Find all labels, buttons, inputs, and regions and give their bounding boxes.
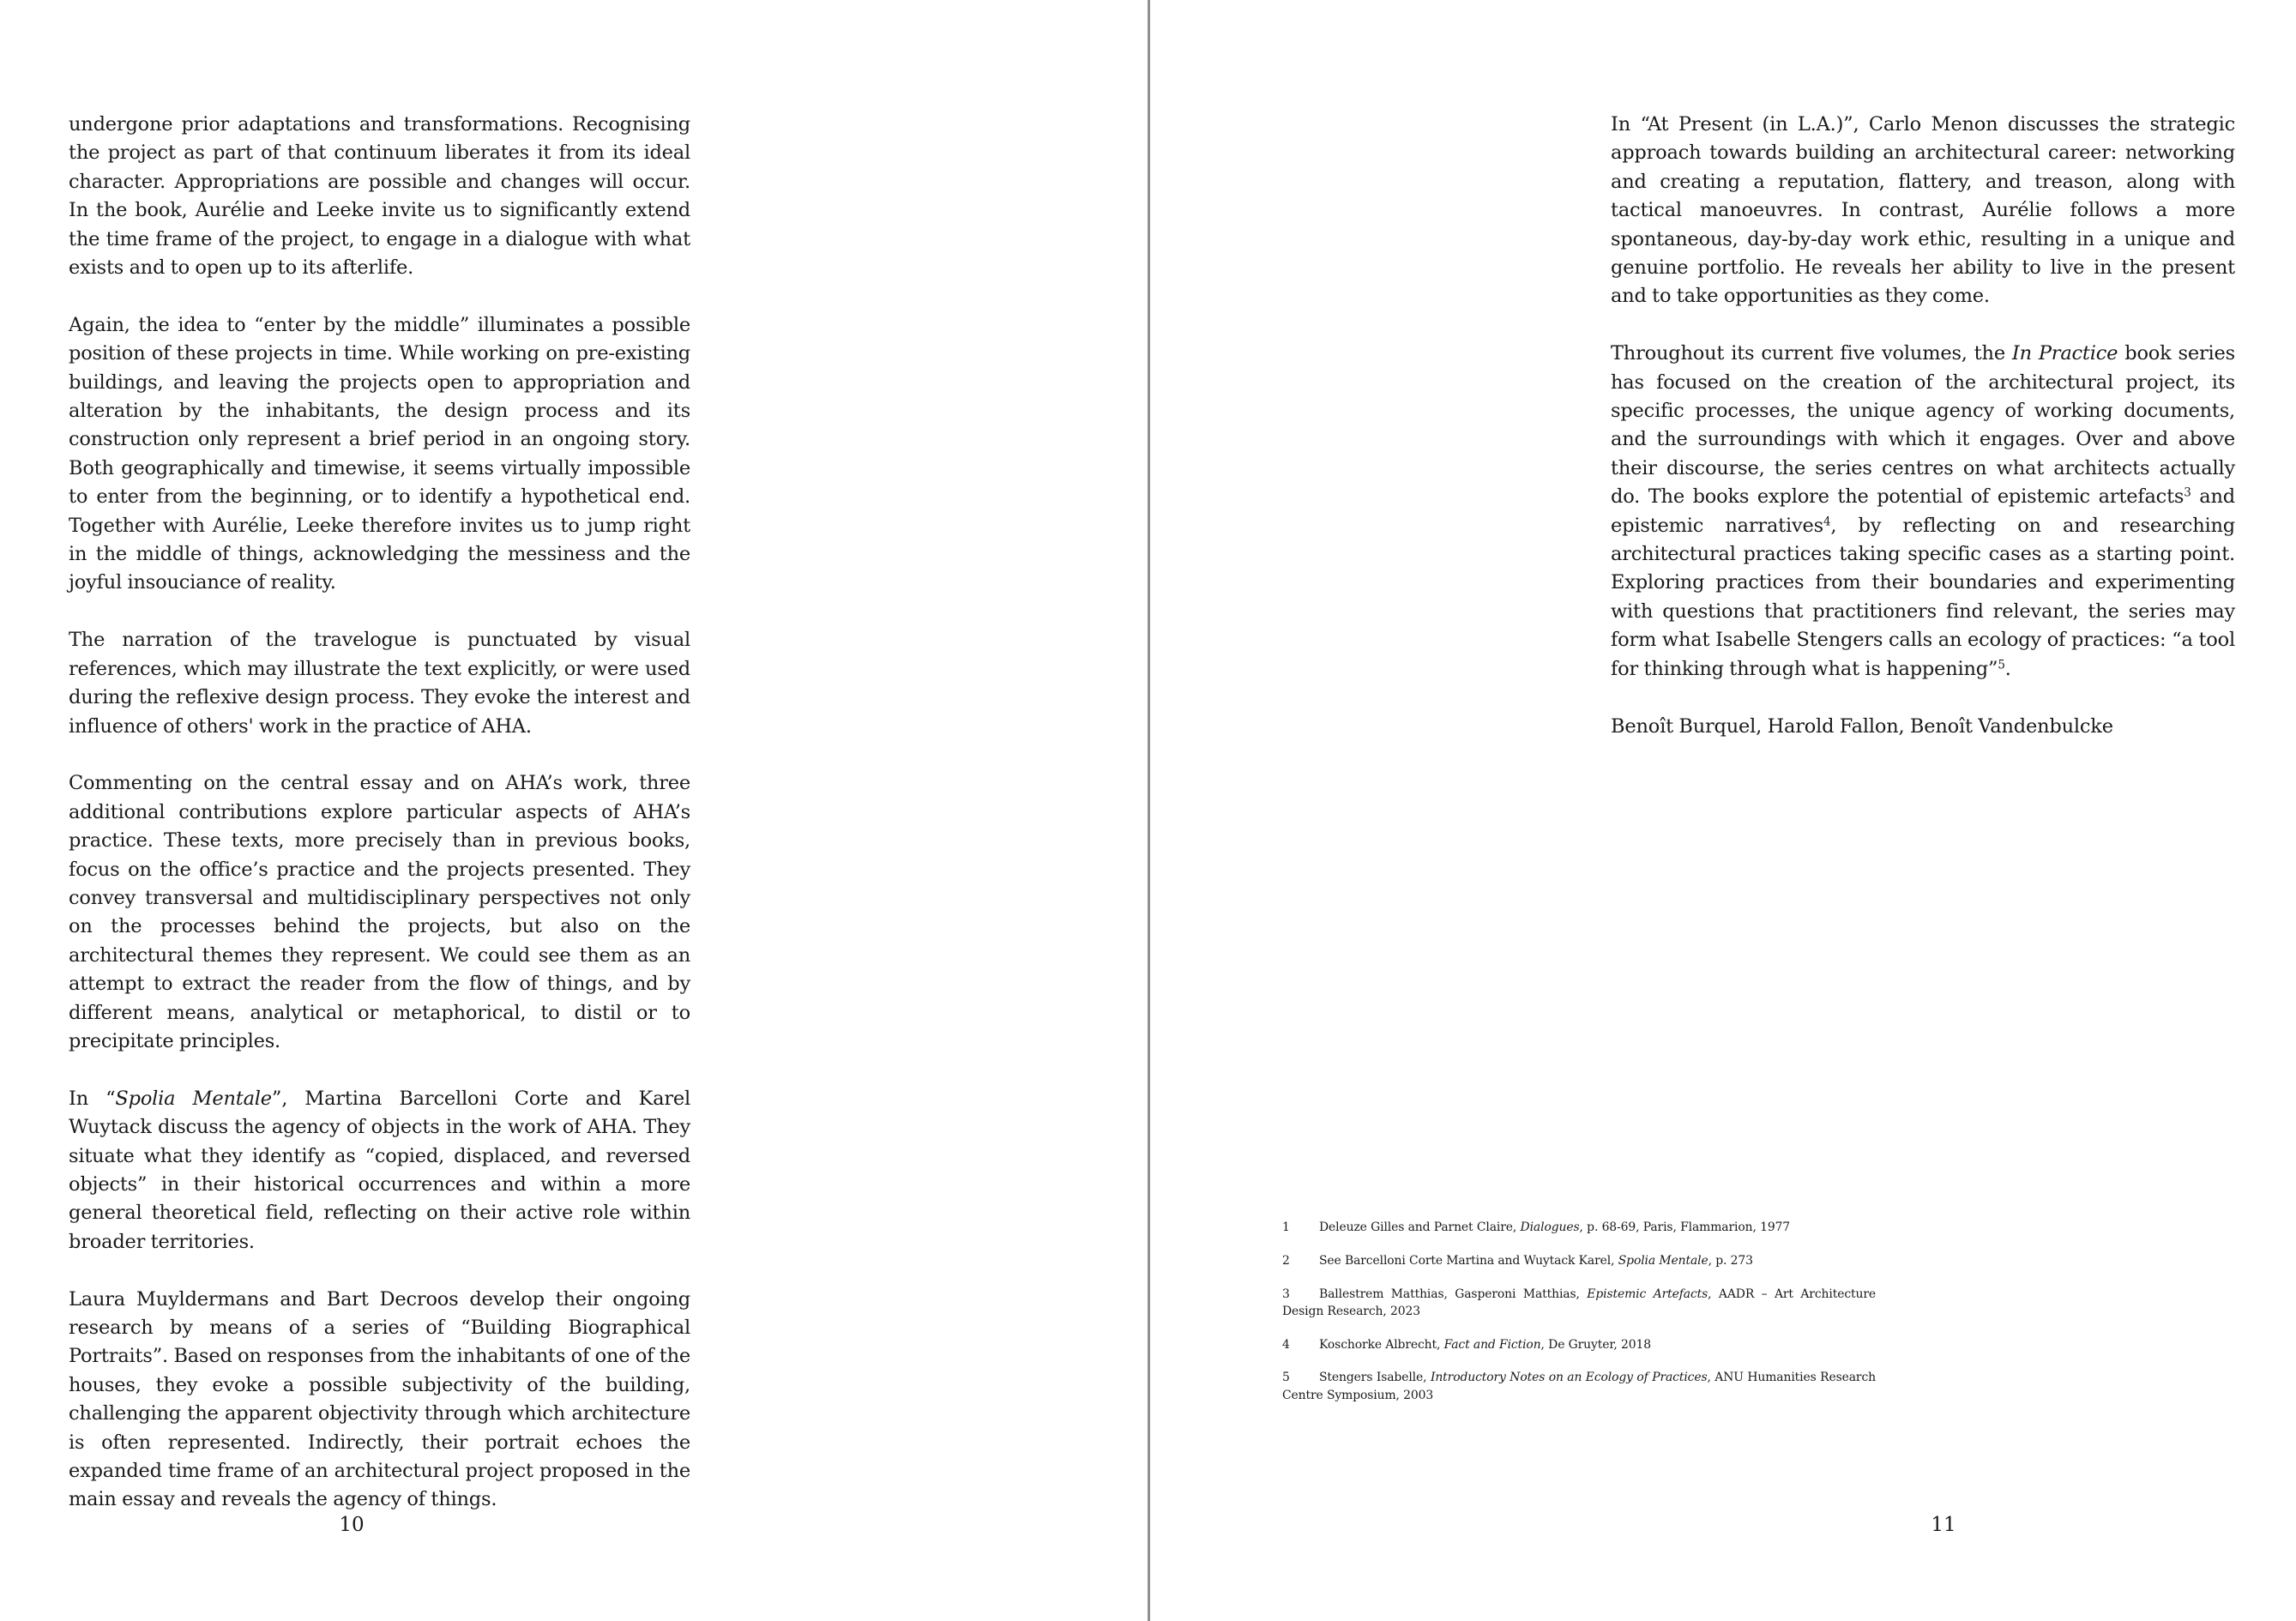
paragraph: Again, the idea to “enter by the middle” illuminates a possible position of these projects in time. While working on pre-existing buildings, and leaving the projects open to appropriation and alteration by the inhabitants, the design process and its construction only represent a brief period in an ongoing story. Both geographically and timewise, it seems virtually impossible to enter from the beginning, or to identify a hypothetical end. Together with Aurélie, Leeke therefore invites us to jump right in the middle of things, acknowledging the messiness and the joyful insouciance of reality. bbox=[69, 313, 690, 594]
left-body-text bbox=[69, 111, 690, 1543]
paragraph: The narration of the travelogue is punctuated by visual references, which may illustrate the text explicitly, or were used during the reflexive design process. They evoke the interest and influence of others' work in the practice of AHA. bbox=[69, 629, 690, 738]
footnote-ref: 4 bbox=[1823, 515, 1831, 529]
paragraph: Commenting on the central essay and on AHA’s work, three additional contributions explore particular aspects of AHA’s practice. These texts, more precisely than in previous books, focus on the office’s practice and the projects presented. They convey transversal and multidisciplinary perspectives not only on the processes behind the projects, but also on the architectural themes they represent. We could see them as an attempt to extract the reader from the flow of things, and by different means, analytical or metaphorical, to distil or to precipitate principles. bbox=[69, 772, 690, 1052]
page-number: 10 bbox=[339, 1514, 365, 1536]
paragraph: undergone prior adaptations and transformations. Recognising the project as part of that continuum liberates it from its ideal character. Appropriations are possible and changes will occur. In the book, Aurélie and Leeke invite us to significantly extend the time frame of the project, to engage in a dialogue with what exists and to open up to its afterlife. bbox=[69, 113, 690, 280]
footnote: 4 Koschorke Albrecht, Fact and Fiction, De Gruyter, 2018 bbox=[1282, 1337, 1651, 1352]
italic-title: Spolia Mentale bbox=[115, 1087, 272, 1110]
footnote: 5 Stengers Isabelle, Introductory Notes on an Ecology of Practices, ANU Humanities Research Centre Symposium, 2003 bbox=[1282, 1371, 1876, 1402]
italic-title: In Practice bbox=[2011, 342, 2118, 365]
author-signature: Benoît Burquel, Harold Fallon, Benoît Vandenbulcke bbox=[1611, 714, 2113, 738]
paragraph: In “Spolia Mentale”, Martina Barcelloni Corte and Karel Wuytack discuss the agency of objects in the work of AHA. They situate what they identify as “copied, displaced, and reversed objects” in their historical occurrences and within a more general theoretical field, reflecting on their active role within broader territories. bbox=[69, 1087, 690, 1253]
paragraph: Throughout its current five volumes, the In Practice book series has focused on the creation of the architectural project, its specific processes, the unique agency of working documents, and the surroundings with which it engages. Over and above their discourse, the series centres on what architects actually do. The books explore the potential of epistemic artefacts$^3$ and epistemic narratives$^4$, by reflecting on and researching architectural practices taking specific cases as a starting point. Exploring practices from their boundaries and experimenting with questions that practitioners find relevant, the series may form what Isabelle Stengers calls an ecology of practices: “a tool for thinking through what is happening”$^5$. bbox=[1611, 342, 2235, 680]
page-gutter-divider bbox=[1148, 0, 1150, 1621]
footnote: 1 Deleuze Gilles and Parnet Claire, Dialogues, p. 68-69, Paris, Flammarion, 1977 bbox=[1282, 1220, 1791, 1234]
footnote: 3 Ballestrem Matthias, Gasperoni Matthias, Epistemic Artefacts, AADR – Art Architecture Design Research, 2023 bbox=[1282, 1287, 1876, 1318]
right-page bbox=[1151, 0, 2296, 1621]
page-number: 11 bbox=[1931, 1514, 1956, 1536]
footnote: 2 See Barcelloni Corte Martina and Wuytack Karel, Spolia Mentale, p. 273 bbox=[1282, 1253, 1753, 1268]
footnote-ref: 5 bbox=[1998, 658, 2005, 672]
footnote-ref: 3 bbox=[2184, 485, 2191, 500]
footnotes bbox=[1282, 1219, 1876, 1420]
paragraph: Laura Muyldermans and Bart Decroos develop their ongoing research by means of a series of “Building Biographical Portraits”. Based on responses from the inhabitants of one of the houses, they evoke a possible subjectivity of the building, challenging the apparent objectivity through which architecture is often represented. Indirectly, their portrait echoes the expanded time frame of an architectural project proposed in the main essay and reveals the agency of things. bbox=[69, 1287, 690, 1511]
right-body-text bbox=[1611, 111, 2235, 769]
paragraph: In “At Present (in L.A.)”, Carlo Menon discusses the strategic approach towards building an architectural career: networking and creating a reputation, flattery, and treason, along with tactical manoeuvres. In contrast, Aurélie follows a more spontaneous, day-by-day work ethic, resulting in a unique and genuine portfolio. He reveals her ability to live in the present and to take opportunities as they come. bbox=[1611, 113, 2235, 308]
